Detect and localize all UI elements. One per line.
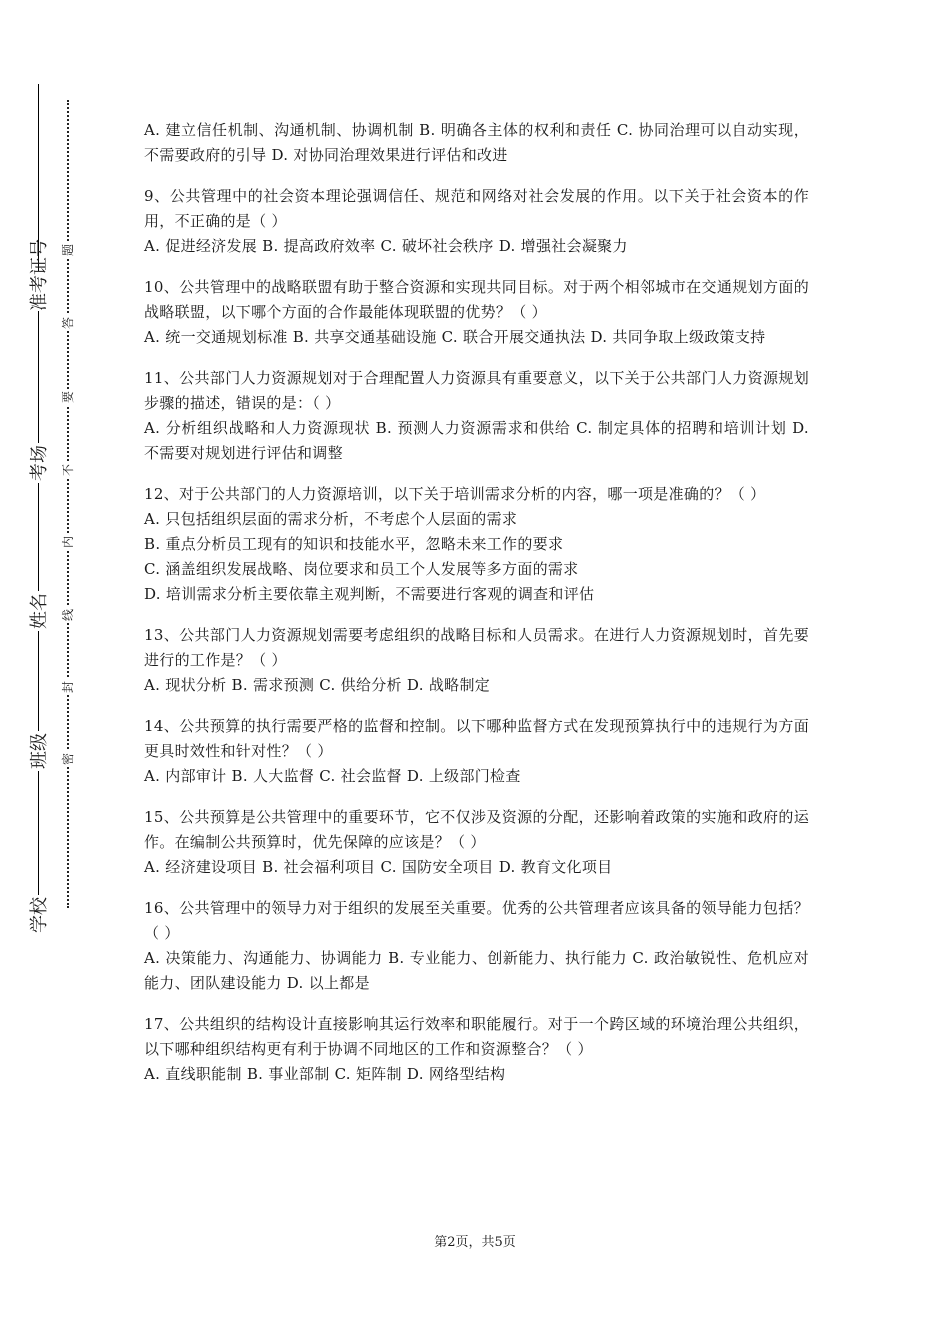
question-12 <box>144 482 809 607</box>
question-8-continued <box>144 118 809 168</box>
option-c: C. 涵盖组织发展战略、岗位要求和员工个人发展等多方面的需求 <box>144 560 579 578</box>
question-14 <box>144 714 809 789</box>
question-title: 17、公共组织的结构设计直接影响其运行效率和职能履行。对于一个跨区域的环境治理公共组织，以下哪种组织结构更有利于协调不同地区的工作和资源整合？（ ） <box>144 1015 809 1058</box>
page-number: 第2页，共5页 <box>434 1235 516 1250</box>
question-10 <box>144 275 809 350</box>
seal-char: 密 <box>61 753 75 766</box>
options-line: A. 促进经济发展 B. 提高政府效率 C. 破坏社会秩序 D. 增强社会凝聚力 <box>144 237 628 255</box>
label-name: 姓名 <box>23 591 53 631</box>
option-b: B. 重点分析员工现有的知识和技能水平，忽略未来工作的要求 <box>144 535 564 553</box>
options-line: A. 直线职能制 B. 事业部制 C. 矩阵制 D. 网络型结构 <box>144 1065 506 1083</box>
seal-dotted-line <box>67 100 69 908</box>
options-line: A. 统一交通规划标准 B. 共享交通基础设施 C. 联合开展交通执法 D. 共同争取上级政策支持 <box>144 328 766 346</box>
question-16 <box>144 896 809 996</box>
seal-char: 封 <box>61 681 75 694</box>
option-a: A. 只包括组织层面的需求分析，不考虑个人层面的需求 <box>144 510 518 528</box>
options-line: A. 决策能力、沟通能力、协调能力 B. 专业能力、创新能力、执行能力 C. 政治敏锐性、危机应对能力、团队建设能力 D. 以上都是 <box>144 949 809 992</box>
label-exam-room: 考场 <box>23 443 53 483</box>
question-title: 12、对于公共部门的人力资源培训，以下关于培训需求分析的内容，哪一项是准确的？（ ） <box>144 485 766 503</box>
option-d: D. 培训需求分析主要依靠主观判断，不需要进行客观的调查和评估 <box>144 585 595 603</box>
question-title: 11、公共部门人力资源规划对于合理配置人力资源具有重要意义，以下关于公共部门人力资源规划步骤的描述，错误的是：（ ） <box>144 369 809 412</box>
seal-char: 线 <box>61 609 75 622</box>
seal-char: 不 <box>61 464 75 477</box>
options-line: A. 经济建设项目 B. 社会福利项目 C. 国防安全项目 D. 教育文化项目 <box>144 858 613 876</box>
question-title: 13、公共部门人力资源规划需要考虑组织的战略目标和人员需求。在进行人力资源规划时，首先要进行的工作是？（ ） <box>144 626 809 669</box>
label-school: 学校 <box>23 895 53 935</box>
question-17 <box>144 1012 809 1087</box>
question-15 <box>144 805 809 880</box>
question-13 <box>144 623 809 698</box>
label-exam-number: 准考证号 <box>23 271 53 311</box>
seal-char: 答 <box>61 317 75 330</box>
label-class: 班级 <box>23 731 53 771</box>
question-title: 10、公共管理中的战略联盟有助于整合资源和实现共同目标。对于两个相邻城市在交通规划方面的战略联盟，以下哪个方面的合作最能体现联盟的优势？（ ） <box>144 278 809 321</box>
question-title: 15、公共预算是公共管理中的重要环节，它不仅涉及资源的分配，还影响着政策的实施和政府的运作。在编制公共预算时，优先保障的应该是？（ ） <box>144 808 809 851</box>
question-9 <box>144 184 809 259</box>
options-line: A. 分析组织战略和人力资源现状 B. 预测人力资源需求和供给 C. 制定具体的招聘和培训计划 D. 不需要对规划进行评估和调整 <box>144 419 809 462</box>
binding-line <box>38 84 39 932</box>
question-title: 16、公共管理中的领导力对于组织的发展至关重要。优秀的公共管理者应该具备的领导能力包括？（ ） <box>144 899 809 942</box>
seal-char: 内 <box>61 536 75 549</box>
options-line: A. 内部审计 B. 人大监督 C. 社会监督 D. 上级部门检查 <box>144 767 521 785</box>
options-line: A. 建立信任机制、沟通机制、协调机制 B. 明确各主体的权利和责任 C. 协同治理可以自动实现，不需要政府的引导 D. 对协同治理效果进行评估和改进 <box>144 121 809 164</box>
question-11 <box>144 366 809 466</box>
options-line: A. 现状分析 B. 需求预测 C. 供给分析 D. 战略制定 <box>144 676 491 694</box>
seal-char: 题 <box>61 244 75 257</box>
question-title: 9、公共管理中的社会资本理论强调信任、规范和网络对社会发展的作用。以下关于社会资本的作用，不正确的是（ ） <box>144 187 809 230</box>
question-title: 14、公共预算的执行需要严格的监督和控制。以下哪种监督方式在发现预算执行中的违规行为方面更具时效性和针对性？（ ） <box>144 717 809 760</box>
question-list <box>144 118 809 1103</box>
seal-char: 要 <box>61 391 75 404</box>
